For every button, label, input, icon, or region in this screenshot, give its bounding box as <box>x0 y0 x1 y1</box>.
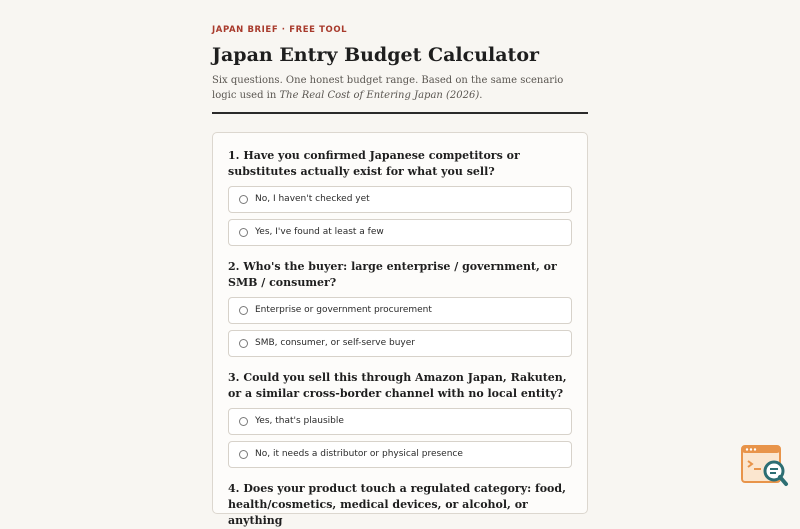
option-q1-b[interactable] <box>228 219 572 246</box>
page-container <box>212 24 588 527</box>
question-text: 4. Does your product touch a regulated category: food, health/cosmetics, medical devices, or alcohol, or anything <box>228 482 566 527</box>
radio-circle[interactable] <box>239 228 248 237</box>
question-text: 1. Have you confirmed Japanese competitors or substitutes actually exist for what you sell? <box>228 149 520 178</box>
question-text: 2. Who's the buyer: large enterprise / government, or SMB / consumer? <box>228 260 557 289</box>
radio-circle[interactable] <box>239 417 248 426</box>
subtitle-source: The Real Cost of Entering Japan (2026) <box>279 90 480 101</box>
option-label: Yes, that's plausible <box>255 416 344 426</box>
question-1 <box>228 148 573 246</box>
radio-circle[interactable] <box>239 339 248 348</box>
option-label: No, I haven't checked yet <box>255 194 370 204</box>
page-subtitle <box>212 73 588 103</box>
option-q2-a[interactable] <box>228 297 572 324</box>
radio-circle[interactable] <box>239 450 248 459</box>
page-title: Japan Entry Budget Calculator <box>212 44 540 66</box>
option-label: Yes, I've found at least a few <box>255 227 384 237</box>
option-q3-a[interactable] <box>228 408 572 435</box>
search-chat-widget-button[interactable] <box>741 445 789 489</box>
search-chat-icon <box>741 445 789 489</box>
question-2 <box>228 259 573 357</box>
option-q2-b[interactable] <box>228 330 572 357</box>
question-3 <box>228 370 573 468</box>
subtitle-text: Six questions. One honest budget range. Based on the same scenario logic used in <box>212 75 564 101</box>
option-label: No, it needs a distributor or physical presence <box>255 449 463 459</box>
eyebrow-label: JAPAN BRIEF · FREE TOOL <box>212 25 348 35</box>
subtitle-suffix: . <box>479 90 483 101</box>
radio-circle[interactable] <box>239 195 248 204</box>
option-label: Enterprise or government procurement <box>255 305 432 315</box>
option-label: SMB, consumer, or self-serve buyer <box>255 338 416 348</box>
question-text: 3. Could you sell this through Amazon Japan, Rakuten, or a similar cross-border channel with no local entity? <box>228 371 567 400</box>
header-divider <box>212 112 588 114</box>
radio-circle[interactable] <box>239 306 248 315</box>
option-q1-a[interactable] <box>228 186 572 213</box>
option-q3-b[interactable] <box>228 441 572 468</box>
question-4 <box>228 481 573 529</box>
quiz-card <box>212 132 588 527</box>
